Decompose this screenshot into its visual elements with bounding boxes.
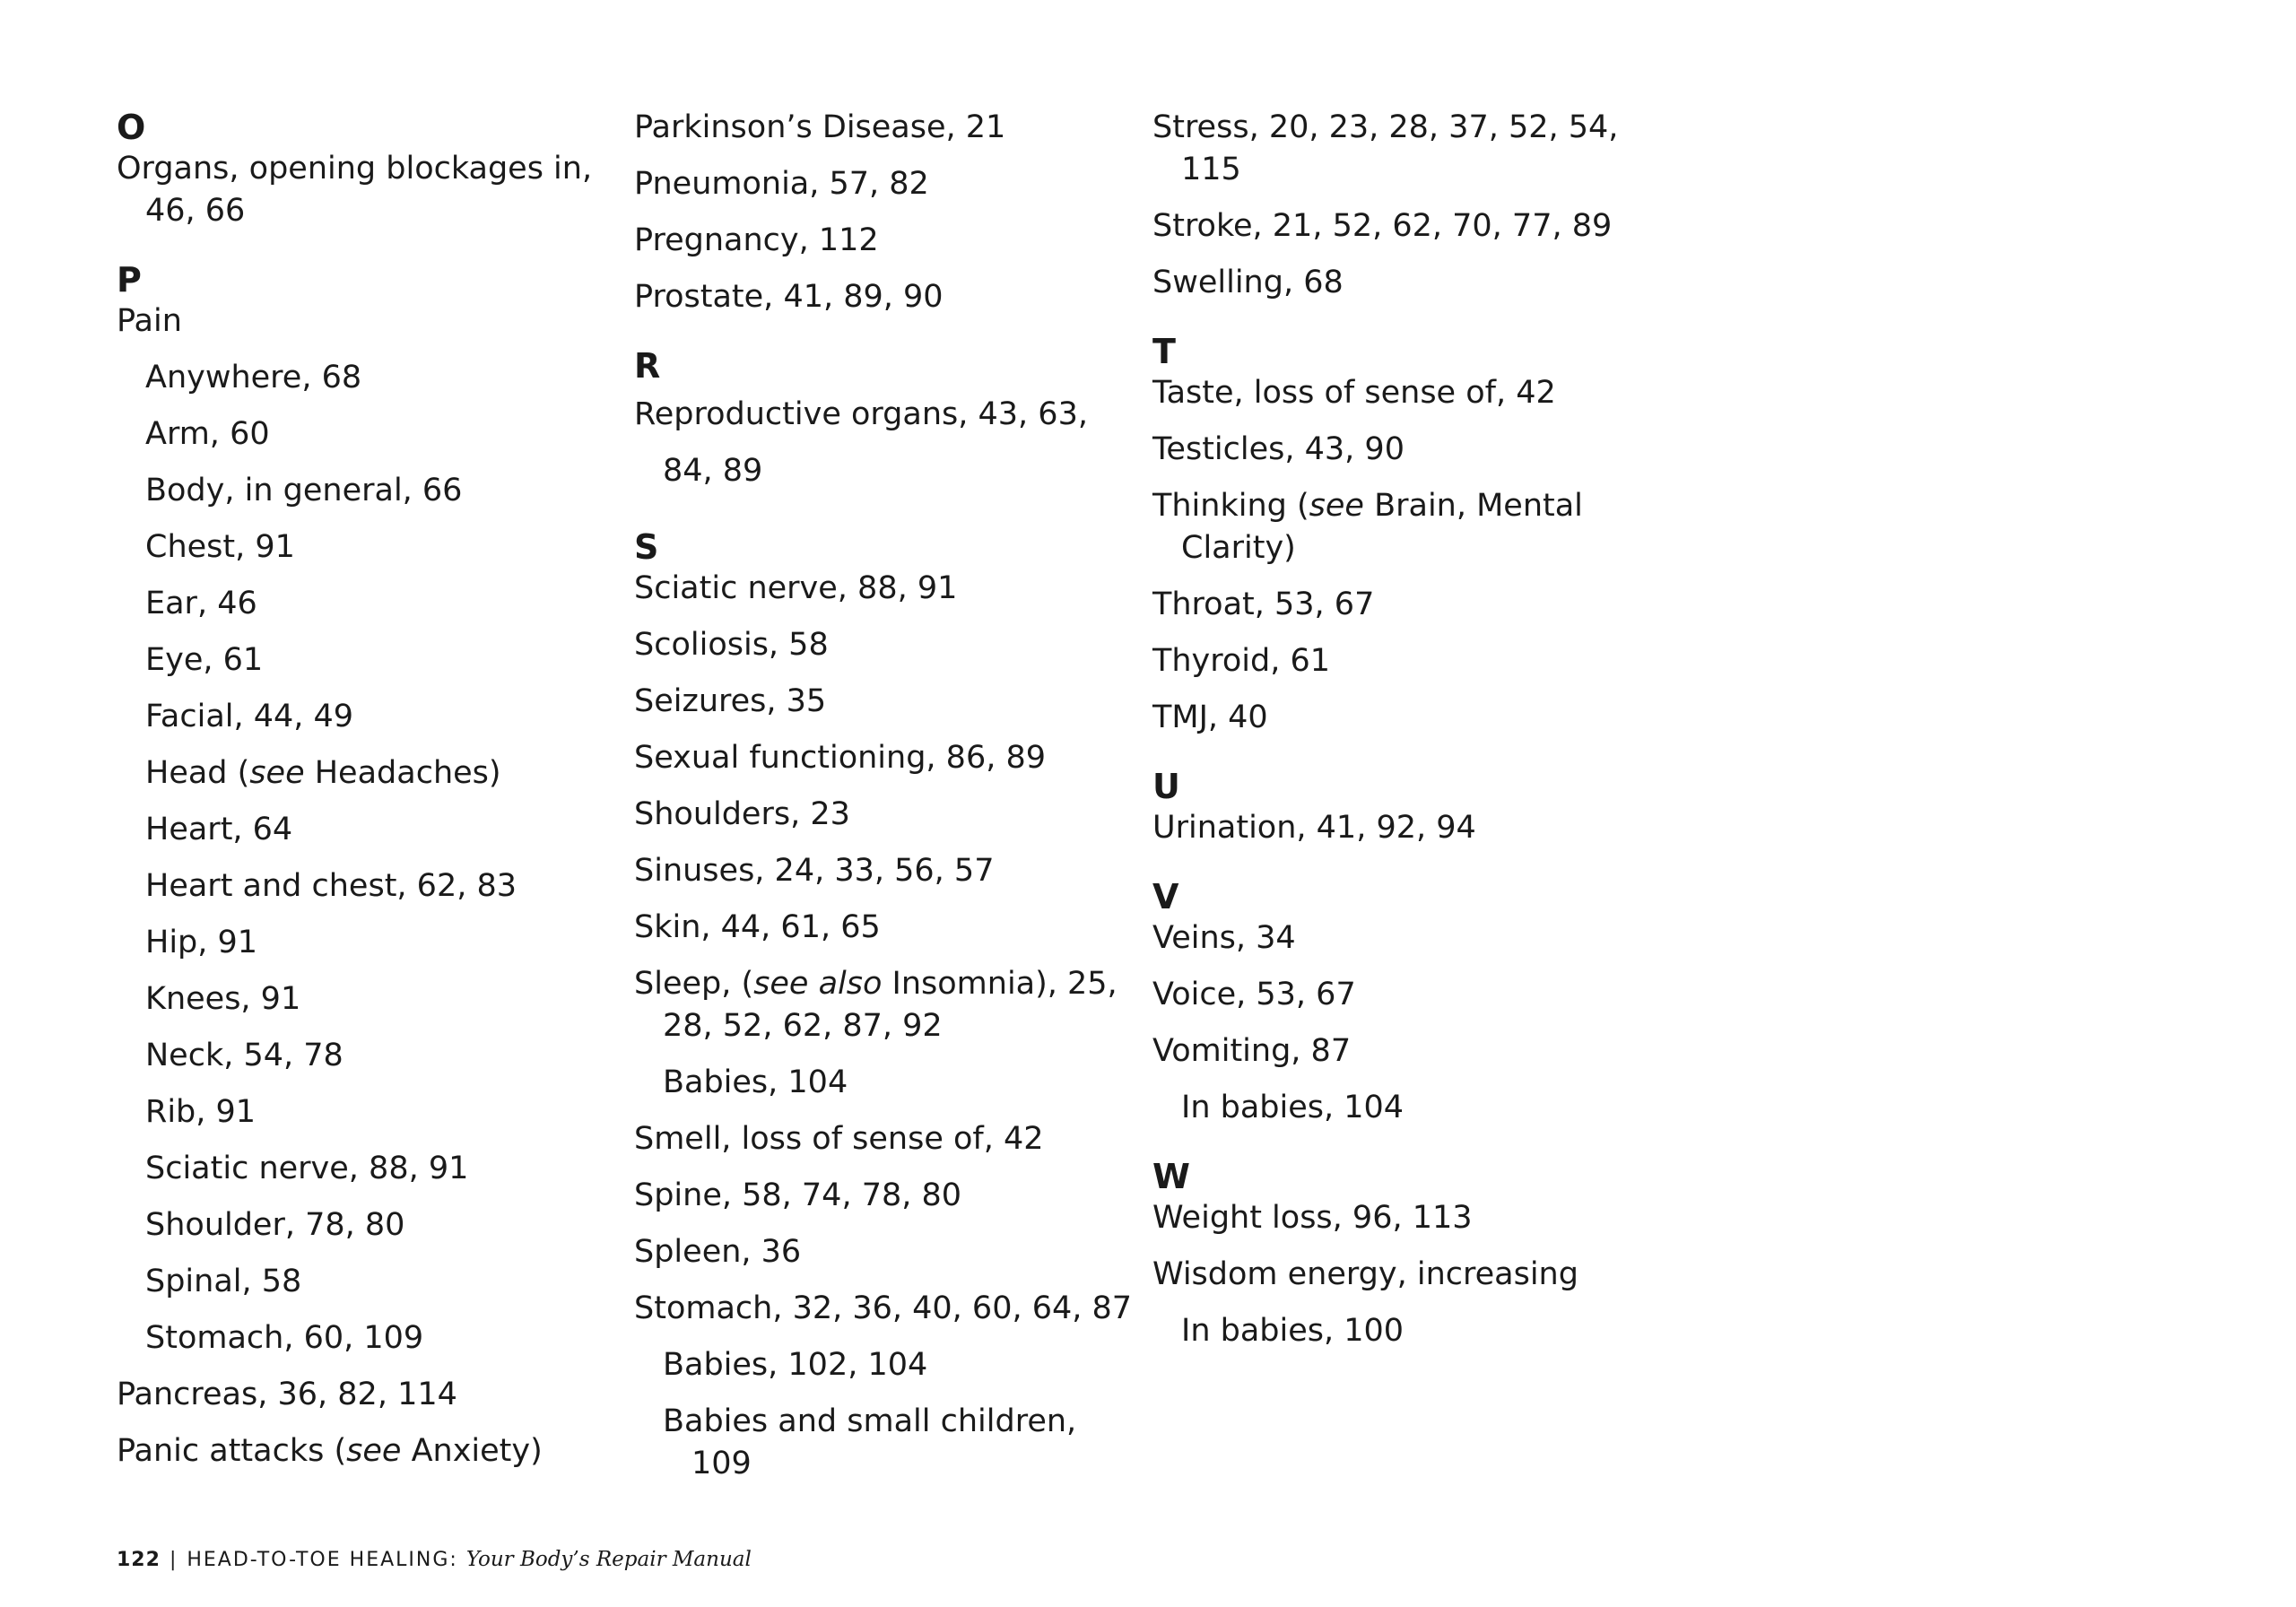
index-subentry [634, 1062, 1136, 1104]
index-entry [1152, 1197, 1655, 1239]
index-entry [634, 681, 1136, 723]
entry-text: Hip, 91 [145, 925, 258, 960]
index-subentry [117, 583, 619, 625]
entry-text: Shoulders, 23 [634, 796, 850, 832]
entry-text: Pain [117, 303, 182, 339]
entry-text: Babies, 102, 104 [663, 1347, 928, 1383]
index-letter-heading: V [1152, 877, 1179, 916]
index-letter-heading: S [634, 527, 659, 567]
entry-text: Facial, 44, 49 [145, 699, 354, 734]
index-entry [1152, 205, 1655, 248]
entry-text: Pregnancy, 112 [634, 222, 879, 258]
entry-text: Chest, 91 [145, 529, 295, 565]
index-entry [1152, 640, 1655, 682]
entry-text: Veins, 34 [1152, 920, 1296, 956]
entry-text: Head ( [145, 755, 250, 791]
entry-text-continued: Headaches) [304, 755, 501, 791]
entry-text: Spleen, 36 [634, 1234, 802, 1270]
index-entry [634, 276, 1136, 318]
entry-text: Stomach, 32, 36, 40, 60, 64, 87 [634, 1290, 1133, 1326]
entry-text: Neck, 54, 78 [145, 1038, 344, 1073]
entry-text: Taste, loss of sense of, 42 [1152, 375, 1556, 411]
book-subtitle: Your Body’s Repair Manual [465, 1548, 752, 1571]
entry-text: Sciatic nerve, 88, 91 [634, 570, 958, 606]
entry-text: Sexual functioning, 86, 89 [634, 740, 1046, 776]
index-subentry [117, 413, 619, 456]
index-entry [634, 1288, 1136, 1330]
index-group-u [1152, 766, 1655, 849]
index-entry [634, 1118, 1136, 1160]
index-entry [634, 107, 1136, 149]
index-subentry [1152, 1310, 1655, 1352]
index-subentry [117, 470, 619, 512]
index-column-3 [1152, 107, 1655, 1367]
index-subentry [117, 696, 619, 738]
entry-text-continued: Anxiety) [401, 1433, 543, 1469]
entry-text: Testicles, 43, 90 [1152, 431, 1405, 467]
index-subentry [117, 639, 619, 682]
index-letter-heading: P [117, 260, 142, 300]
index-letter-heading: R [634, 346, 661, 386]
index-letter-heading: W [1152, 1157, 1190, 1196]
entry-text: In babies, 100 [1181, 1313, 1405, 1349]
index-group-t [1152, 331, 1655, 739]
index-subentry [117, 752, 619, 795]
index-letter-heading: U [1152, 767, 1180, 806]
index-entry [1152, 917, 1655, 960]
index-group-r [634, 345, 1136, 499]
entry-text: Babies, 104 [663, 1064, 848, 1100]
index-entry [634, 850, 1136, 892]
entry-text: TMJ, 40 [1152, 699, 1268, 735]
index-entry [1152, 1030, 1655, 1073]
index-column-1 [117, 107, 619, 1487]
index-subentry [117, 357, 619, 399]
index-entry [117, 300, 619, 343]
book-title: HEAD-TO-TOE HEALING: [187, 1549, 458, 1571]
entry-text: Body, in general, 66 [145, 473, 463, 508]
page-footer [117, 1548, 752, 1571]
entry-text-continued: Insomnia), 25, 28, 52, 62, 87, 92 [663, 966, 1118, 1044]
entry-text: Throat, 53, 67 [1152, 586, 1375, 622]
entry-see-reference: see [249, 755, 305, 791]
entry-text: Pancreas, 36, 82, 114 [117, 1377, 457, 1412]
index-entry [634, 1231, 1136, 1273]
entry-text: Sciatic nerve, 88, 91 [145, 1151, 469, 1186]
entry-text: Rib, 91 [145, 1094, 257, 1130]
index-group-continued [634, 107, 1136, 318]
entry-text: Seizures, 35 [634, 683, 827, 719]
index-entry [1152, 697, 1655, 739]
entry-text: Vomiting, 87 [1152, 1033, 1352, 1069]
entry-text: Stress, 20, 23, 28, 37, 52, 54, 115 [1152, 109, 1619, 187]
entry-text: Panic attacks ( [117, 1433, 347, 1469]
index-subentry [634, 1401, 1136, 1485]
index-entry [634, 737, 1136, 779]
index-group-s [634, 526, 1136, 1485]
index-subentry [117, 922, 619, 964]
entry-text: Sinuses, 24, 33, 56, 57 [634, 853, 995, 889]
index-letter-heading: O [117, 108, 146, 147]
page-number: 122 [117, 1549, 161, 1571]
index-entry [117, 148, 619, 232]
index-group-o [117, 107, 619, 232]
entry-text: Eye, 61 [145, 642, 264, 678]
index-entry [634, 568, 1136, 610]
index-entry [1152, 584, 1655, 626]
index-group-continued [1152, 107, 1655, 304]
index-subentry [117, 1091, 619, 1134]
index-entry [634, 907, 1136, 949]
entry-text: Arm, 60 [145, 416, 270, 452]
entry-text: Swelling, 68 [1152, 265, 1344, 300]
index-subentry [117, 1148, 619, 1190]
index-entry [117, 1430, 619, 1472]
index-entry [634, 624, 1136, 666]
index-entry [634, 963, 1136, 1047]
index-entry [634, 794, 1136, 836]
index-entry [1152, 807, 1655, 849]
entry-text: Thinking ( [1152, 488, 1309, 524]
entry-text-continued: Brain, Mental Clarity) [1181, 488, 1583, 566]
index-entry [1152, 429, 1655, 471]
index-group-w [1152, 1156, 1655, 1352]
index-entry [634, 387, 1136, 499]
index-entry [634, 163, 1136, 205]
index-subentry [634, 1344, 1136, 1386]
index-subentry [1152, 1087, 1655, 1129]
index-subentry [117, 1261, 619, 1303]
index-entry [1152, 974, 1655, 1016]
index-entry [1152, 107, 1655, 191]
entry-text: Anywhere, 68 [145, 360, 362, 395]
footer-separator: | [169, 1549, 178, 1571]
entry-text: Spinal, 58 [145, 1264, 302, 1299]
entry-text: Stomach, 60, 109 [145, 1320, 424, 1356]
index-subentry [117, 865, 619, 908]
entry-text: Skin, 44, 61, 65 [634, 909, 881, 945]
entry-text: Stroke, 21, 52, 62, 70, 77, 89 [1152, 208, 1613, 244]
entry-see-reference: see [346, 1433, 402, 1469]
entry-text: Reproductive organs, 43, 63, 84, 89 [634, 396, 1088, 489]
entry-text: In babies, 104 [1181, 1090, 1405, 1125]
entry-text: Pneumonia, 57, 82 [634, 166, 929, 202]
index-group-p [117, 259, 619, 1472]
entry-text: Spine, 58, 74, 78, 80 [634, 1177, 962, 1213]
index-entry [634, 220, 1136, 262]
entry-text: Organs, opening blockages in, 46, 66 [117, 151, 593, 229]
entry-text: Knees, 91 [145, 981, 301, 1017]
entry-text: Shoulder, 78, 80 [145, 1207, 405, 1243]
index-entry [1152, 485, 1655, 569]
entry-text: Parkinson’s Disease, 21 [634, 109, 1006, 145]
entry-text: Heart, 64 [145, 812, 293, 847]
index-subentry [117, 1204, 619, 1247]
index-subentry [117, 526, 619, 569]
entry-text: Sleep, ( [634, 966, 754, 1002]
index-subentry [117, 809, 619, 851]
entry-text: Scoliosis, 58 [634, 627, 829, 663]
entry-text: Prostate, 41, 89, 90 [634, 279, 944, 315]
entry-text: Thyroid, 61 [1152, 643, 1331, 679]
index-entry [634, 1175, 1136, 1217]
index-entry [1152, 1254, 1655, 1296]
entry-text: Ear, 46 [145, 586, 257, 621]
entry-text: Weight loss, 96, 113 [1152, 1200, 1473, 1236]
entry-text: Heart and chest, 62, 83 [145, 868, 517, 904]
index-subentry [117, 1317, 619, 1359]
entry-see-reference: see also [753, 966, 883, 1002]
entry-text: Urination, 41, 92, 94 [1152, 810, 1476, 846]
entry-see-reference: see [1309, 488, 1364, 524]
index-entry [117, 1374, 619, 1416]
entry-text: Babies and small children, 109 [663, 1403, 1077, 1481]
index-entry [1152, 262, 1655, 304]
index-subentry [117, 1035, 619, 1077]
index-entry [1152, 372, 1655, 414]
entry-text: Wisdom energy, increasing [1152, 1256, 1578, 1292]
index-letter-heading: T [1152, 332, 1176, 371]
index-column-2 [634, 107, 1136, 1499]
index-group-v [1152, 876, 1655, 1129]
entry-text: Voice, 53, 67 [1152, 977, 1356, 1012]
entry-text: Smell, loss of sense of, 42 [634, 1121, 1044, 1157]
index-subentry [117, 978, 619, 1021]
